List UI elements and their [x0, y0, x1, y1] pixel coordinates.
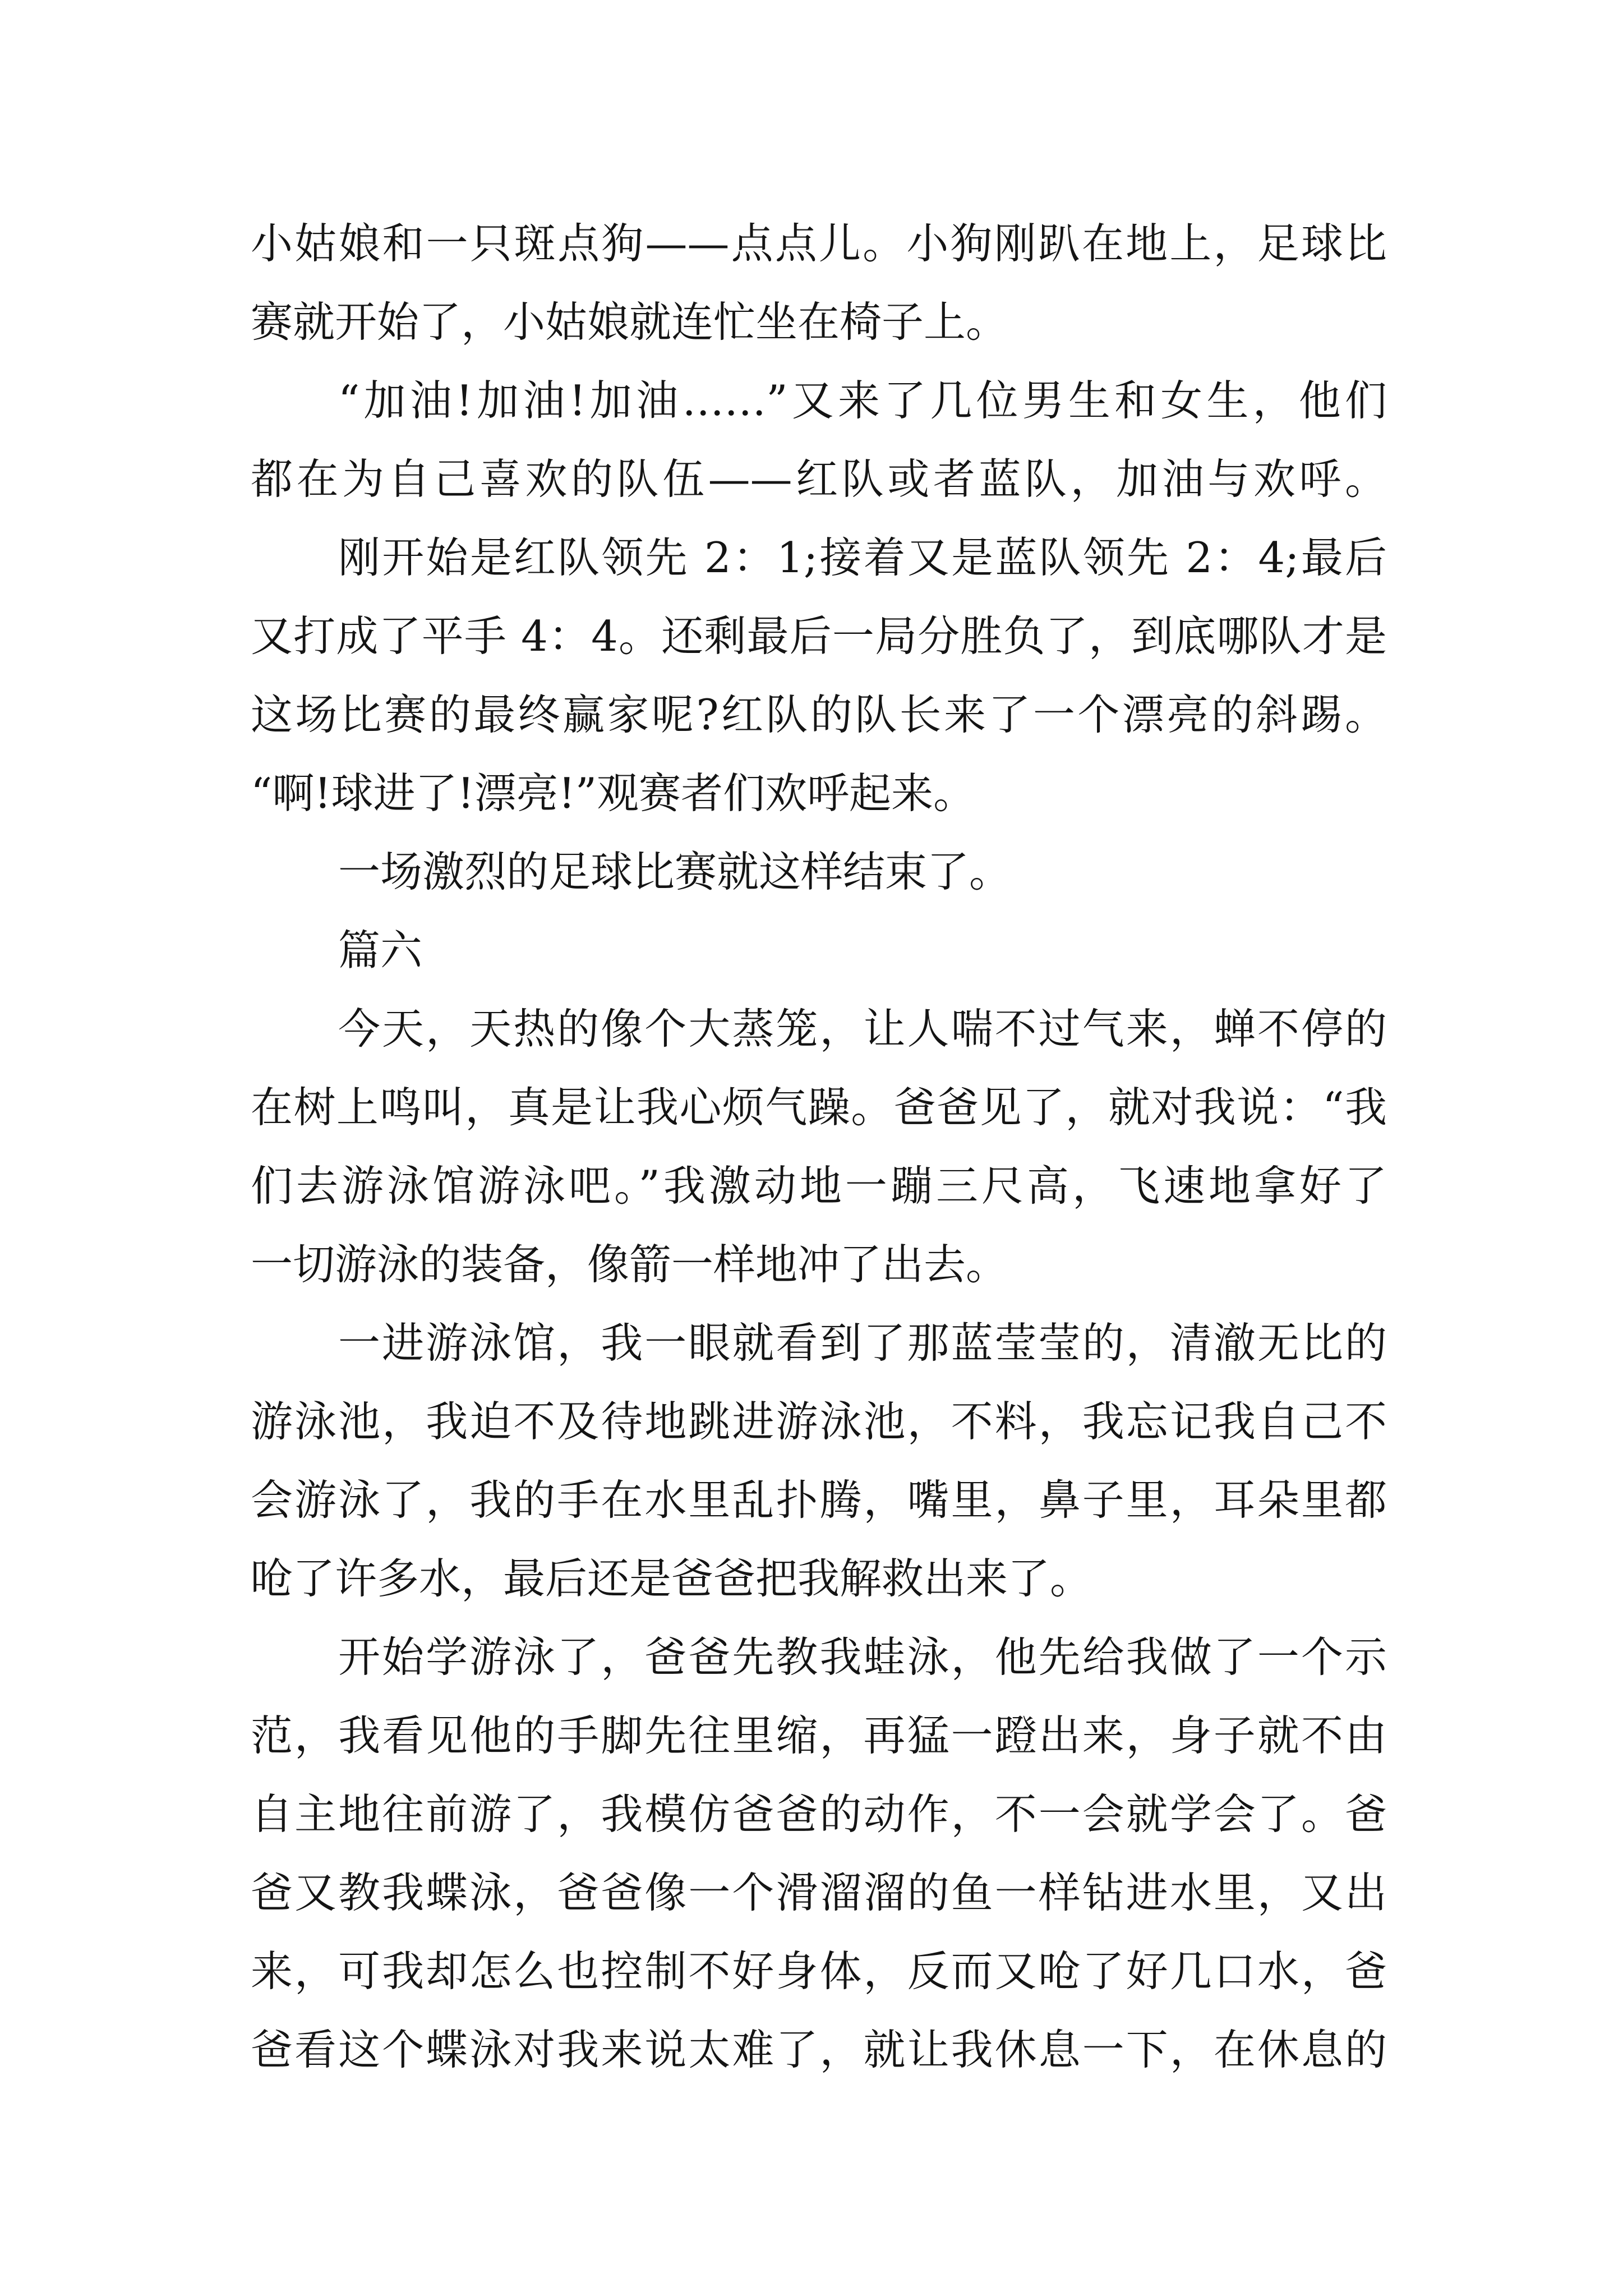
- text-line: 赛就开始了，小姑娘就连忙坐在椅子上。: [251, 297, 1008, 347]
- text-line: 来，可我却怎么也控制不好身体，反而又呛了好几口水，爸: [251, 1947, 1387, 1996]
- text-line: 开始学游泳了，爸爸先教我蛙泳，他先给我做了一个示: [338, 1632, 1387, 1682]
- paragraph: [251, 832, 1387, 911]
- text-line: 爸又教我蝶泳，爸爸像一个滑溜溜的鱼一样钻进水里，又出: [251, 1868, 1387, 1917]
- paragraph: [251, 518, 1387, 832]
- text-line: “啊!球进了!漂亮!”观赛者们欢呼起来。: [251, 769, 976, 818]
- text-line: 范，我看见他的手脚先往里缩，再猛一蹬出来，身子就不由: [251, 1711, 1387, 1760]
- text-line: 们去游泳馆游泳吧。”我激动地一蹦三尺高，飞速地拿好了: [251, 1161, 1387, 1211]
- text-line: 都在为自己喜欢的队伍——红队或者蓝队，加油与欢呼。: [251, 454, 1387, 504]
- text-line: 今天，天热的像个大蒸笼，让人喘不过气来，蝉不停的: [338, 1004, 1387, 1053]
- text-line: 一进游泳馆，我一眼就看到了那蓝莹莹的，清澈无比的: [338, 1318, 1387, 1368]
- text-line: 在树上鸣叫，真是让我心烦气躁。爸爸见了，就对我说：“我: [251, 1083, 1387, 1132]
- paragraph: [251, 990, 1387, 1304]
- text-line: 一切游泳的装备，像箭一样地冲了出去。: [251, 1240, 1008, 1289]
- text-line: 刚开始是红队领先 2：1;接着又是蓝队领先 2：4;最后: [338, 533, 1387, 582]
- text-line: “加油!加油!加油……”又来了几位男生和女生，他们: [338, 376, 1387, 425]
- text-line: 呛了许多水，最后还是爸爸把我解救出来了。: [251, 1554, 1092, 1603]
- text-line: 会游泳了，我的手在水里乱扑腾，嘴里，鼻子里，耳朵里都: [251, 1475, 1387, 1525]
- text-line: 又打成了平手 4：4。还剩最后一局分胜负了，到底哪队才是: [251, 611, 1387, 661]
- text-line: 小姑娘和一只斑点狗——点点儿。小狗刚趴在地上，足球比: [251, 219, 1387, 268]
- section-heading: [251, 911, 1387, 990]
- body-text: [251, 204, 1387, 2089]
- paragraph: [251, 204, 1387, 361]
- text-line: 一场激烈的足球比赛就这样结束了。: [338, 847, 1012, 896]
- section-heading-text: 篇六: [338, 926, 423, 975]
- paragraph: [251, 1304, 1387, 1618]
- text-line: 自主地往前游了，我模仿爸爸的动作，不一会就学会了。爸: [251, 1789, 1387, 1839]
- text-line: 爸看这个蝶泳对我来说太难了，就让我休息一下，在休息的: [251, 2025, 1387, 2074]
- text-line: 游泳池，我迫不及待地跳进游泳池，不料，我忘记我自己不: [251, 1397, 1387, 1446]
- paragraph: [251, 361, 1387, 518]
- text-line: 这场比赛的最终赢家呢?红队的队长来了一个漂亮的斜踢。: [251, 690, 1387, 739]
- paragraph: [251, 1618, 1387, 2089]
